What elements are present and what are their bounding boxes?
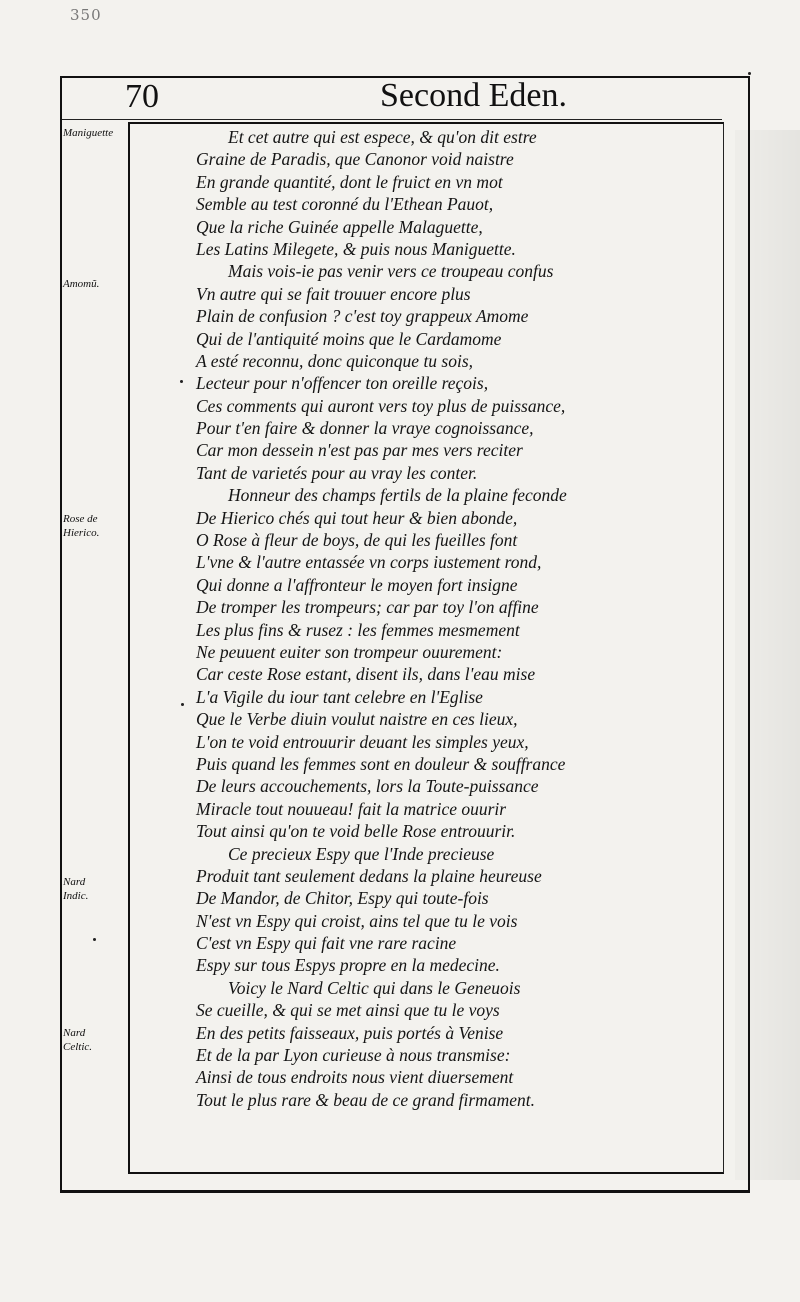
verse-line: Ainsi de tous endroits nous vient diuersement: [196, 1067, 514, 1088]
verse-line: Car ceste Rose estant, disent ils, dans l'eau mise: [196, 664, 536, 685]
header-rule: [62, 119, 722, 120]
running-head: Second Eden.: [380, 77, 567, 114]
margin-note-rose-de-hierico: Rose de Hierico.: [63, 513, 100, 539]
margin-note-nard-celtic: Nard Celtic.: [63, 1027, 93, 1053]
verse-line: Voicy le Nard Celtic qui dans le Geneuois: [228, 977, 521, 998]
verse-line: Qui donne a l'affronteur le moyen fort insigne: [196, 574, 518, 595]
verse-line: Que la riche Guinée appelle Malaguette,: [196, 216, 483, 237]
verse-line: L'vne & l'autre entassée vn corps iustement rond,: [196, 552, 542, 573]
verse-line: Mais vois-ie pas venir vers ce troupeau confus: [228, 261, 554, 282]
verse-line: Et cet autre qui est espece, & qu'on dit estre: [228, 127, 537, 147]
folio-number: 70: [125, 78, 159, 115]
verse-line: Car mon dessein n'est pas par mes vers reciter: [196, 440, 523, 461]
margin-note-maniguette: Maniguette: [63, 127, 114, 139]
verse-line: Plain de confusion ? c'est toy grappeux Amome: [196, 306, 529, 327]
verse-line: L'a Vigile du iour tant celebre en l'Eglise: [196, 686, 483, 707]
verse-block: [196, 126, 716, 1111]
verse-line: Pour t'en faire & donner la vraye cognoissance,: [196, 418, 534, 439]
ink-speck: [748, 72, 751, 75]
verse-line: O Rose à fleur de boys, de qui les fueilles font: [196, 530, 518, 551]
verse-line: De leurs accouchements, lors la Toute-puissance: [196, 776, 539, 797]
verse-line: Ne peuuent euiter son trompeur ouurement:: [196, 641, 503, 662]
ink-speck: [93, 938, 96, 941]
verse-line: Et de la par Lyon curieuse à nous transmise:: [196, 1045, 511, 1066]
verse-line: L'on te void entrouurir deuant les simples yeux,: [196, 731, 529, 752]
verse-line: Espy sur tous Espys propre en la medecine.: [196, 955, 500, 976]
verse-line: Tant de varietés pour au vray les conter.: [196, 462, 478, 483]
verse-line: Les plus fins & rusez : les femmes mesmement: [196, 619, 520, 640]
verse-line: Lecteur pour n'offencer ton oreille reçois,: [196, 373, 489, 394]
margin-note-amomum: Amomũ.: [63, 278, 100, 290]
verse-line: Ce precieux Espy que l'Inde precieuse: [228, 843, 495, 864]
verse-line: Miracle tout nouueau! fait la matrice ouurir: [196, 798, 507, 819]
verse-line: Graine de Paradis, que Canonor void naistre: [196, 149, 514, 170]
verse-line: Se cueille, & qui se met ainsi que tu le voys: [196, 1000, 500, 1021]
verse-line: C'est vn Espy qui fait vne rare racine: [196, 933, 457, 954]
verse-line: Tout le plus rare & beau de ce grand firmament.: [196, 1089, 535, 1110]
verse-line: Vn autre qui se fait trouuer encore plus: [196, 283, 471, 304]
margin-note-nard-indic: Nard Indic.: [63, 876, 89, 902]
pencil-page-number: 350: [70, 6, 102, 24]
verse-line: En grande quantité, dont le fruict en vn mot: [196, 171, 503, 192]
verse-line: Ces comments qui auront vers toy plus de puissance,: [196, 395, 566, 416]
verse-line: A esté reconnu, donc quiconque tu sois,: [196, 350, 474, 371]
verse-line: De Hierico chés qui tout heur & bien abonde,: [196, 507, 518, 528]
verse-line: De tromper les trompeurs; car par toy l'on affine: [196, 597, 539, 618]
ink-speck: [181, 703, 184, 706]
verse-line: De Mandor, de Chitor, Espy qui toute-fois: [196, 888, 489, 909]
ink-speck: [180, 380, 183, 383]
verse-line: N'est vn Espy qui croist, ains tel que tu le vois: [196, 910, 518, 931]
verse-line: Les Latins Milegete, & puis nous Maniguette.: [196, 238, 516, 259]
verse-line: Que le Verbe diuin voulut naistre en ces lieux,: [196, 709, 518, 730]
verse-line: Puis quand les femmes sont en douleur & souffrance: [196, 753, 566, 774]
verse-line: Produit tant seulement dedans la plaine heureuse: [196, 865, 542, 886]
verse-line: Qui de l'antiquité moins que le Cardamome: [196, 328, 502, 349]
verse-line: Semble au test coronné du l'Ethean Pauot,: [196, 194, 494, 215]
verse-line: Tout ainsi qu'on te void belle Rose entrouurir.: [196, 821, 516, 842]
verse-line: En des petits faisseaux, puis portés à Venise: [196, 1022, 504, 1043]
verse-line: Honneur des champs fertils de la plaine feconde: [228, 485, 567, 506]
